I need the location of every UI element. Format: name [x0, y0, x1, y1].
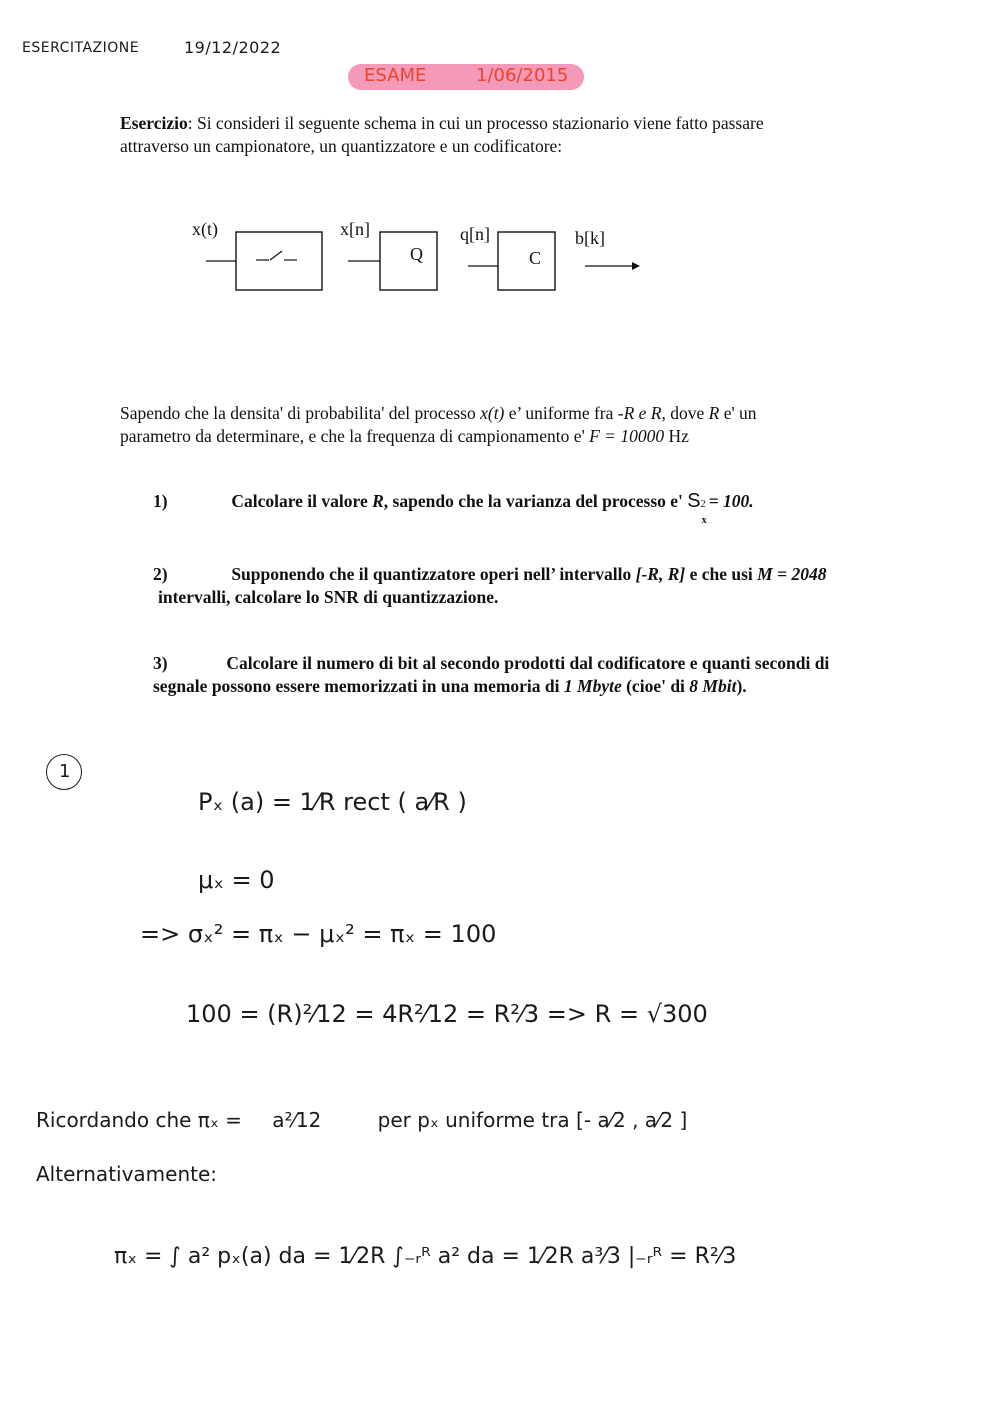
question-number: 3): [153, 653, 168, 673]
exam-label: ESAME: [364, 65, 427, 86]
question-text: intervalli, calcolare lo SNR di quantizzazione.: [158, 587, 499, 607]
desc-text: e’ uniforme fra: [504, 403, 618, 423]
question-text: Supponendo che il quantizzatore operi nell’ intervallo: [231, 564, 636, 584]
question-text: Calcolare il numero di bit al secondo prodotti dal codificatore e quanti secondi di: [226, 653, 830, 673]
header-title: ESERCITAZIONE: [22, 40, 140, 56]
question-text: , sapendo che la varianza del processo e': [383, 491, 688, 511]
recall-text: Ricordando che πₓ =: [36, 1108, 242, 1132]
eq-recall: [36, 1108, 687, 1132]
question-2: [153, 563, 933, 609]
desc-text: Sapendo che la densita' di probabilita' del processo: [120, 403, 481, 423]
signal-qn: q[n]: [460, 224, 490, 244]
desc-frequency: F = 10000: [589, 426, 665, 446]
coder-label: C: [529, 248, 542, 268]
quantizer-block: [380, 232, 437, 290]
arrow-head-icon: [632, 262, 640, 270]
circle-number: [46, 754, 82, 790]
question-value: 8 Mbit: [689, 676, 737, 696]
question-value: 1 Mbyte: [563, 676, 622, 696]
recall-condition: per pₓ uniforme tra [- a⁄2 , a⁄2 ]: [377, 1108, 688, 1132]
question-3: [153, 652, 943, 698]
question-text: (cioe' di: [621, 676, 690, 696]
exam-date: 1/06/2015: [476, 65, 569, 86]
desc-text: e' un: [719, 403, 757, 423]
question-number: 2): [153, 564, 168, 584]
question-text: ).: [736, 676, 747, 696]
question-value: M = 2048: [757, 564, 827, 584]
eq-density: Pₓ (a) = 1⁄R rect ( a⁄R ): [198, 788, 467, 816]
exam-highlight: [348, 64, 584, 90]
coder-block: [498, 232, 555, 290]
intro-line1: : Si consideri il seguente schema in cui un processo stazionario viene fatto passare: [187, 113, 764, 133]
desc-text: parametro da determinare, e che la frequenza di campionamento e': [120, 426, 590, 446]
question-var: R: [372, 491, 384, 511]
block-diagram: [180, 210, 660, 310]
signal-bk: b[k]: [575, 228, 605, 248]
desc-process: x(t): [480, 403, 505, 423]
signal-xn: x[n]: [340, 219, 370, 239]
desc-text: , dove: [661, 403, 709, 423]
eq-integral: πₓ = ∫ a² pₓ(a) da = 1⁄2R ∫₋ᵣᴿ a² da = 1⁄2R a³⁄3 |₋ᵣᴿ = R²⁄3: [114, 1244, 737, 1269]
eq-mean: μₓ = 0: [198, 866, 275, 894]
question-value: = 100.: [708, 491, 754, 511]
circle-number-text: 1: [59, 761, 71, 782]
variance-sup: 2: [700, 499, 706, 510]
question-text: e che usi: [685, 564, 758, 584]
variance-symbol: S: [687, 490, 701, 512]
eq-variance: => σₓ² = πₓ − μₓ² = πₓ = 100: [140, 920, 497, 948]
eq-alternatively: Alternativamente:: [36, 1162, 218, 1186]
eq-solve-r: 100 = (R)²⁄12 = 4R²⁄12 = R²⁄3 => R = √300: [186, 1000, 708, 1028]
signal-xt: x(t): [192, 219, 218, 239]
exercise-intro: [120, 112, 880, 158]
recall-power: a²⁄12: [272, 1108, 322, 1132]
sampler-block: [236, 232, 322, 290]
desc-range: -R e R: [617, 403, 662, 423]
desc-unit: Hz: [664, 426, 689, 446]
question-interval: [-R, R]: [635, 564, 686, 584]
process-description: [120, 402, 880, 448]
question-1: [153, 490, 913, 526]
question-text: segnale possono essere memorizzati in una memoria di: [153, 676, 564, 696]
question-text: Calcolare il valore: [231, 491, 373, 511]
header-date: 19/12/2022: [184, 38, 282, 57]
question-number: 1): [153, 491, 168, 511]
desc-r: R: [708, 403, 720, 423]
variance-sub: x: [701, 515, 707, 526]
switch-icon: [256, 251, 297, 260]
exercise-label: Esercizio: [120, 113, 188, 133]
quantizer-label: Q: [410, 244, 423, 264]
intro-line2: attraverso un campionatore, un quantizzatore e un codificatore:: [120, 136, 563, 156]
